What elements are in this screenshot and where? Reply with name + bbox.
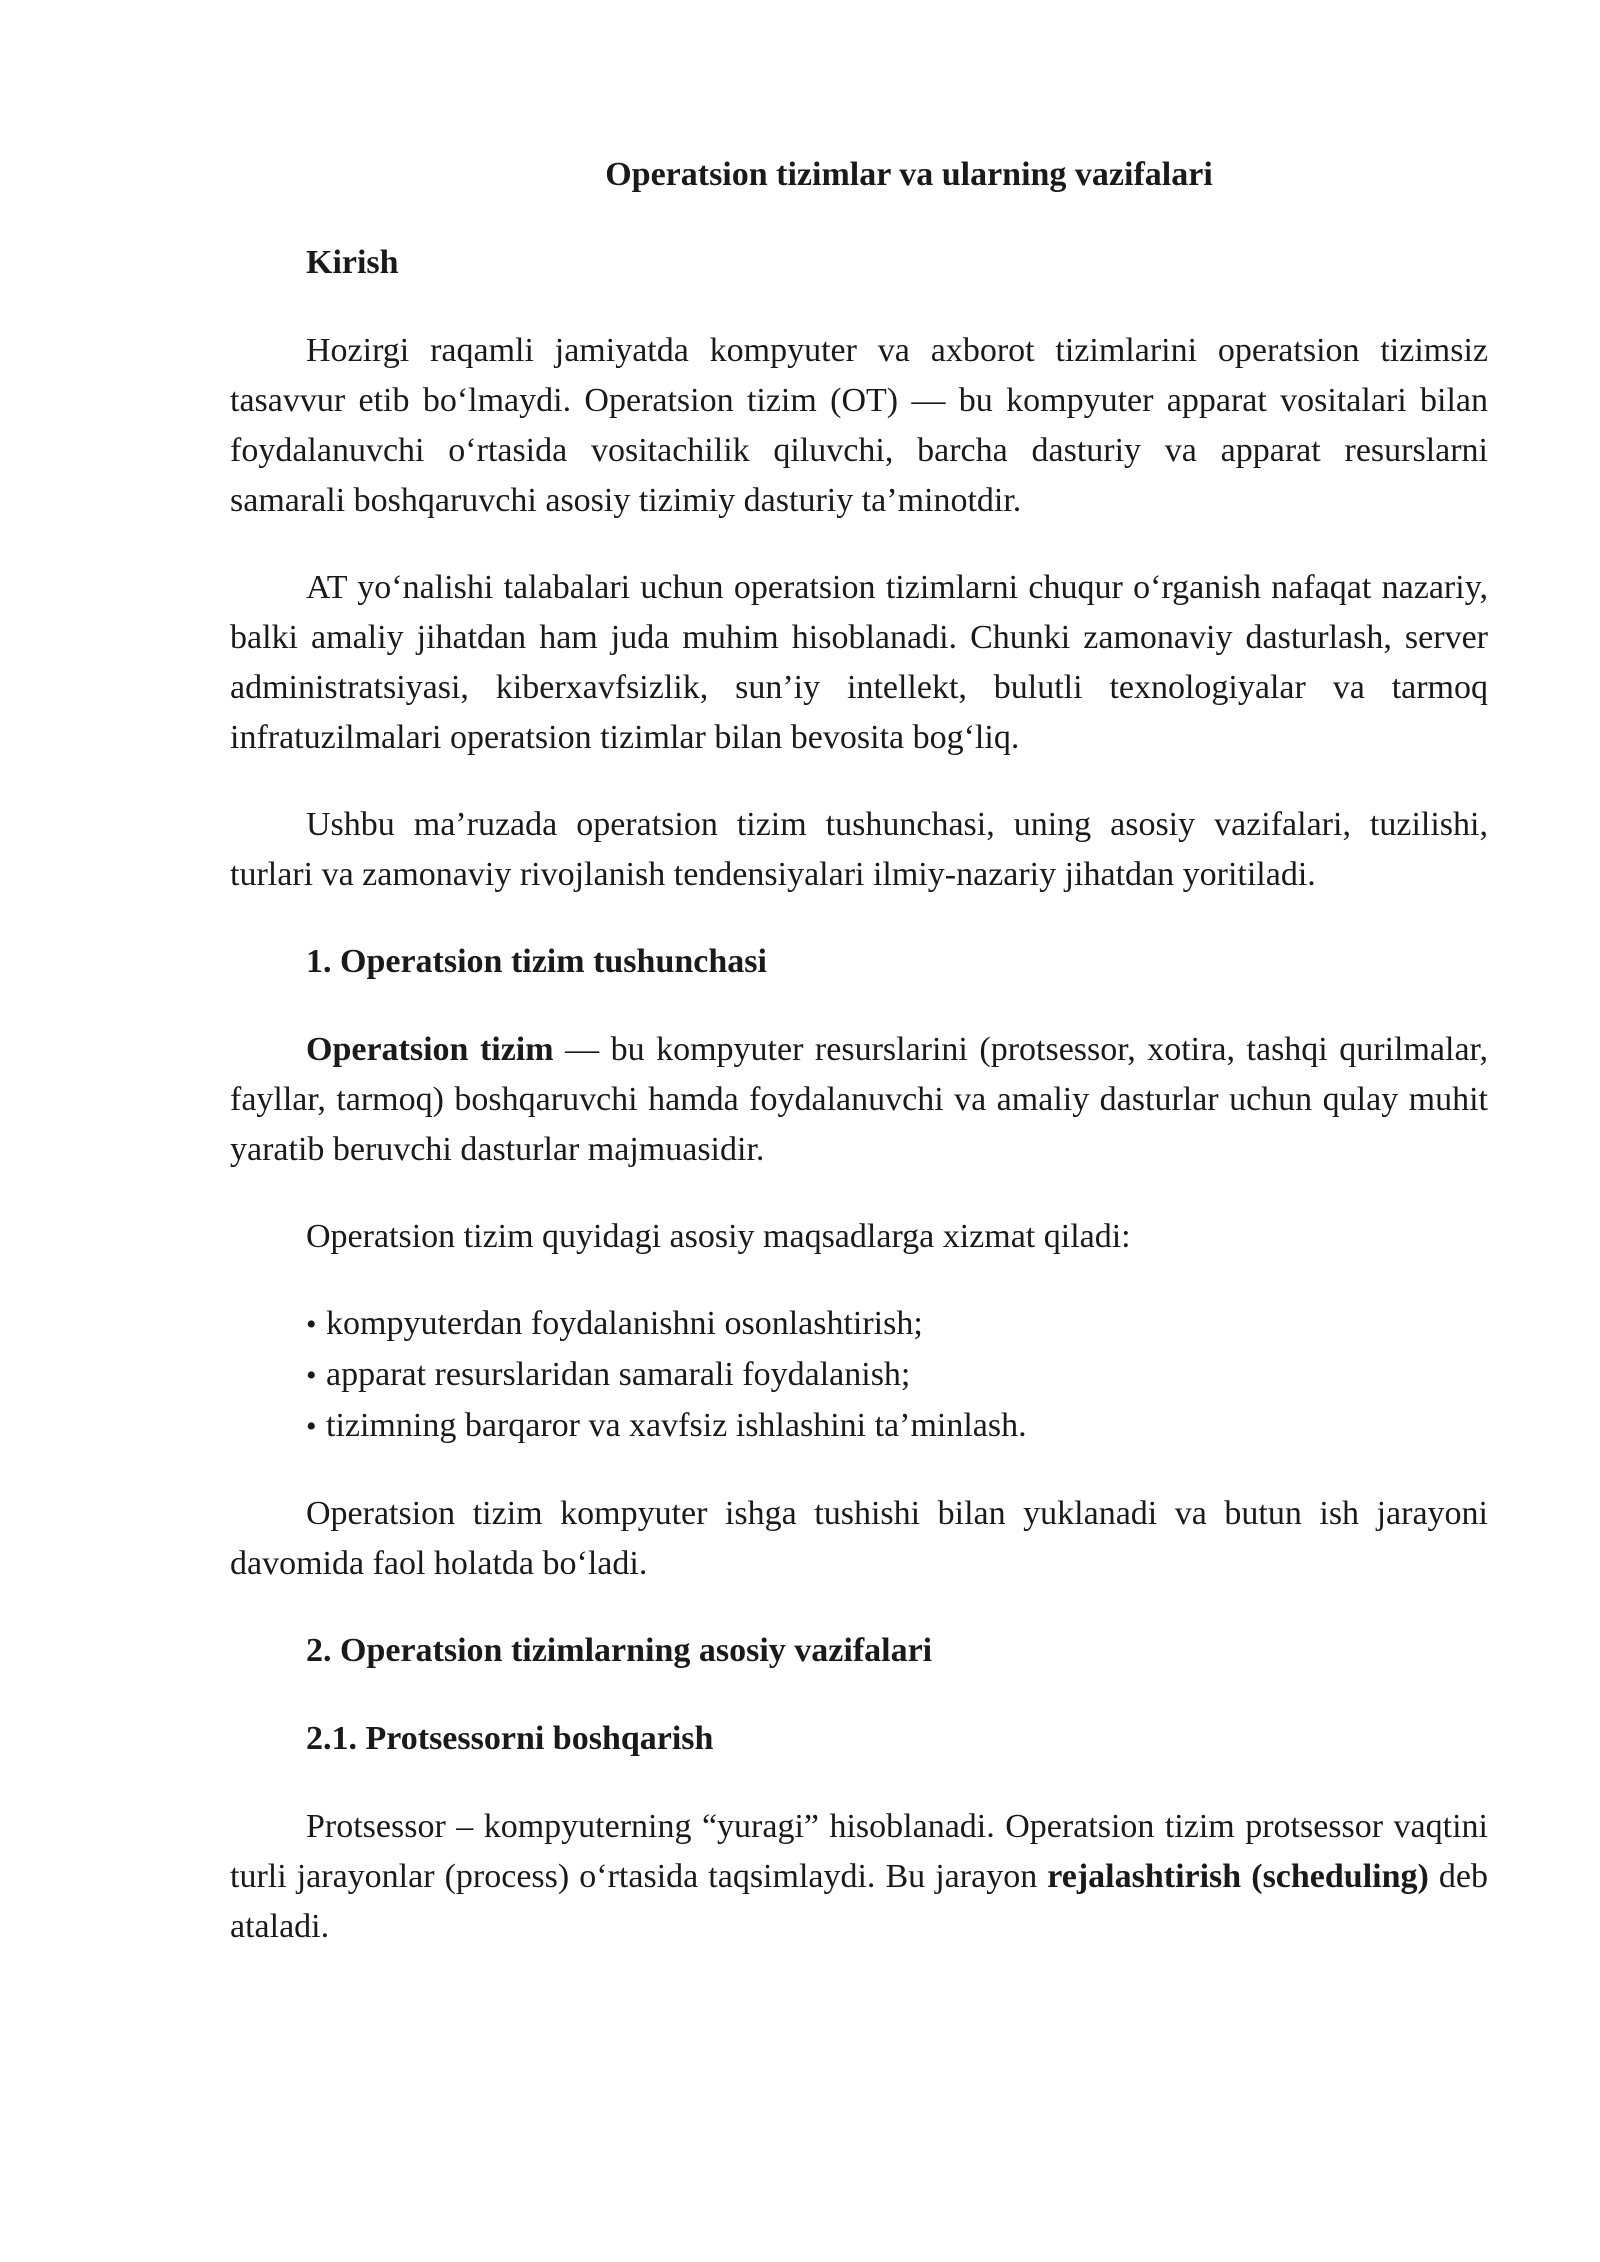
heading-kirish: Kirish bbox=[306, 244, 399, 281]
goals-list bbox=[306, 1299, 1488, 1452]
list-item: • tizimning barqaror va xavfsiz ishlashini ta’minlash. bbox=[306, 1401, 1488, 1452]
processor-text-b: deb ataladi. bbox=[230, 1858, 1488, 1945]
document-page bbox=[230, 150, 1488, 1989]
scheduling-term: rejalashtirish (scheduling) bbox=[1047, 1858, 1429, 1895]
list-item: • kompyuterdan foydalanishni osonlashtirish; bbox=[306, 1299, 1488, 1350]
paragraph-intro-2: AT yo‘nalishi talabalari uchun operatsion tizimlarni chuqur o‘rganish nafaqat nazariy, balki amaliy jihatdan ham juda muhim hisoblanadi. Chunki zamonaviy dasturlash, server administratsiyasi, kiberxavfsizlik, sun’iy intellekt, bulutli texnologiyalar va tarmoq infratuzilmalari operatsion tizimlar bilan bevosita bog‘liq. bbox=[230, 569, 1488, 756]
paragraph-list-intro: Operatsion tizim quyidagi asosiy maqsadlarga xizmat qiladi: bbox=[306, 1218, 1131, 1255]
list-item: • apparat resurslaridan samarali foydalanish; bbox=[306, 1350, 1488, 1401]
paragraph-definition bbox=[230, 1025, 1488, 1175]
definition-text: — bu kompyuter resurslarini (protsessor, xotira, tashqi qurilmalar, fayllar, tarmoq) boshqaruvchi hamda foydalanuvchi va amaliy dasturlar uchun qulay muhit yaratib beruvchi dasturlar majmuasidir. bbox=[230, 1031, 1488, 1168]
heading-section-1: 1. Operatsion tizim tushunchasi bbox=[306, 943, 767, 980]
processor-text-a: Protsessor – kompyuterning “yuragi” hisoblanadi. Operatsion tizim protsessor vaqtini turli jarayonlar (process) o‘rtasida taqsimlaydi. Bu jarayon bbox=[230, 1808, 1488, 1895]
definition-term: Operatsion tizim bbox=[306, 1031, 554, 1068]
paragraph-intro-1: Hozirgi raqamli jamiyatda kompyuter va axborot tizimlarini operatsion tizimsiz tasavvur etib bo‘lmaydi. Operatsion tizim (OT) — bu kompyuter apparat vositalari bilan foydalanuvchi o‘rtasida vositachilik qiluvchi, barcha dasturiy va apparat resurslarni samarali boshqaruvchi asosiy tizimiy dasturiy ta’minotdir. bbox=[230, 332, 1488, 519]
paragraph-intro-3: Ushbu ma’ruzada operatsion tizim tushunchasi, uning asosiy vazifalari, tuzilishi, turlari va zamonaviy rivojlanish tendensiyalari ilmiy-nazariy jihatdan yoritiladi. bbox=[230, 806, 1488, 893]
document-title: Operatsion tizimlar va ularning vazifalari bbox=[605, 156, 1213, 193]
heading-section-2: 2. Operatsion tizimlarning asosiy vazifalari bbox=[306, 1632, 933, 1669]
paragraph-section-1-end: Operatsion tizim kompyuter ishga tushishi bilan yuklanadi va butun ish jarayoni davomida faol holatda bo‘ladi. bbox=[230, 1495, 1488, 1582]
heading-section-2-1: 2.1. Protsessorni boshqarish bbox=[306, 1720, 714, 1757]
paragraph-processor bbox=[230, 1802, 1488, 1952]
